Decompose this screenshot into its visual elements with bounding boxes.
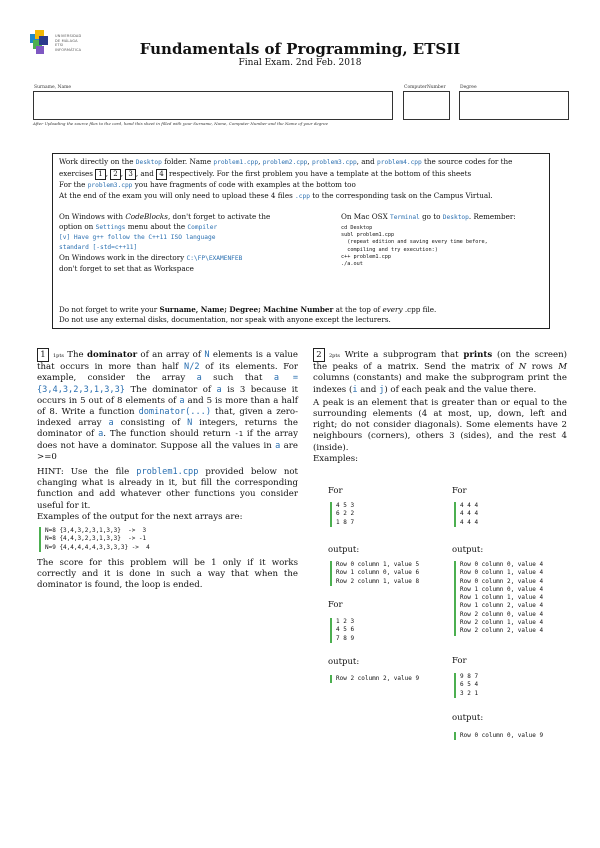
surname-name-label: Surname, Name <box>34 85 72 90</box>
instructions-line1: Work directly on the Desktop folder. Name problem1.cpp, problem2.cpp, problem3.cpp, and problem4.cpp the source codes for the <box>59 157 513 166</box>
instructions-box <box>52 153 550 329</box>
computer-number-label: ComputerNumber <box>404 85 446 90</box>
problem-number: 1 <box>37 348 49 362</box>
instructions-line4: At the end of the exam you will only need to upload these 4 files .cpp to the corresponding task on the Campus Virtual. <box>59 191 493 200</box>
problem-number: 2 <box>313 348 325 362</box>
page-subtitle: Final Exam. 2nd Feb. 2018 <box>238 58 362 68</box>
p2-ex4-matrix: 9 8 7 6 5 4 3 2 1 <box>454 673 478 698</box>
p2-ex3-matrix: 4 4 4 4 4 4 4 4 4 <box>454 502 478 527</box>
upload-note: After Uploading the source files to the card, hand this sheet in filled with your Surname, Name, Computer Number and the Name of your degree <box>33 121 328 126</box>
degree-field[interactable] <box>459 91 569 120</box>
problem1-examples: N=8 {3,4,3,2,3,1,3,3} -> 3 N=8 {4,4,3,2,3,1,3,3} -> -1 N=9 {4,4,4,4,4,3,3,3,3} -> 4 <box>39 527 298 552</box>
mac-code-block: cd Desktop subl problem1.cpp (repeat edition and saving every time before, compiling and try execution:) c++ problem1.cpp ./a.out <box>341 225 488 268</box>
logo-text: UNIVERSIDAD DE MÁLAGA ETSI INFORMÁTICA <box>55 34 82 52</box>
p2-ex1-for-label: For <box>328 486 343 496</box>
windows-instructions: On Windows with CodeBlocks, don't forget to activate the option on Settings menu about the Compiler [v] Have g++ follow the C++11 ISO language standard [-std=c++11] On Windows work in the directory C:\FP\EXAMENFEB don't forget to set that as Workspace <box>59 212 271 273</box>
problem-1: 1 1pts The dominator of an array of N elements is a value that occurs in more than half N/2 of its elements. For example, consider the array a such that a = {3,4,3,2,3,1,3,3} The dominator of a is 3 because it occurs in 5 out of 8 elements of a and 5 is more than a half of 8. Write a function dominator(...) that, given a zero-indexed array a consisting of N integers, returns the dominator of a. The function should return -1 if the array does not have a dominator. Suppose all the values in a are >=0 HINT: Use the file problem1.cpp provided below not changing what is already in it, but fill the corresponding function and add whatever other functions you consider useful for it. Examples of the output for the next arrays are: N=8 {3,4,3,2,3,1,3,3} -> 3 N=8 {4,4,3,2,3,1,3,3} -> -1 N=9 {4,4,4,4,4,3,3,3,3} -> 4 The score for this problem will be 1 only if it works correctly and it is done in such a way that when the dominator is found, the loop is ended. <box>37 350 298 591</box>
p2-ex2-output: Row 2 column 2, value 9 <box>330 675 419 683</box>
instructions-line2: exercises 1 , 2 , 3 , and 4 respectively. For the first problem you have a template at the bottom of this sheets <box>59 169 472 178</box>
mac-instructions: On Mac OSX Terminal go to Desktop. Remember: cd Desktop subl problem1.cpp (repeat edition and saving every time before, compiling and try execution:) c++ problem1.cpp ./a.out <box>341 212 546 268</box>
computer-number-field[interactable] <box>403 91 450 120</box>
p2-ex2-matrix: 1 2 3 4 5 6 7 8 9 <box>330 618 354 643</box>
p2-ex3-output-label: output: <box>452 545 484 555</box>
page-title: Fundamentals of Programming, ETSII <box>139 40 461 58</box>
p2-ex1-output: Row 0 column 1, value 5 Row 1 column 0, value 6 Row 2 column 1, value 8 <box>330 561 419 586</box>
instructions-footer: Do not forget to write your Surname, Name; Degree; Machine Number at the top of every .cpp file. Do not use any external disks, documentation, nor speak with anyone except the lecturers. <box>59 305 437 324</box>
problem-2: 2 2pts Write a subprogram that prints (on the screen) the peaks of a matrix. Send the matrix of N rows M columns (constants) and make the subprogram print the indexes (i and j) of each peak and the value there. A peak is an element that is greater than or equal to the surrounding elements (4 at most, up, down, left and right; do not consider diagonals). Some elements have 2 neighbours (corners), others 3 (sides), and the rest 4 (inside). Examples: <box>313 350 567 464</box>
p2-ex4-output: Row 0 column 0, value 9 <box>454 732 543 740</box>
p2-ex3-output: Row 0 column 0, value 4 Row 0 column 1, value 4 Row 0 column 2, value 4 Row 1 column 0, value 4 Row 1 column 1, value 4 Row 1 column 2, value 4 Row 2 column 0, value 4 Row 2 column 1, value 4 Row 2 column 2, value 4 <box>454 561 543 636</box>
p2-ex4-output-label: output: <box>452 713 484 723</box>
p2-ex2-output-label: output: <box>328 657 360 667</box>
surname-name-field[interactable] <box>33 91 393 120</box>
p2-ex3-for-label: For <box>452 486 467 496</box>
degree-label: Degree <box>460 85 477 90</box>
instructions-line3: For the problem3.cpp you have fragments of code with examples at the bottom too <box>59 180 356 189</box>
p2-ex1-output-label: output: <box>328 545 360 555</box>
p2-ex4-for-label: For <box>452 656 467 666</box>
p2-ex2-for-label: For <box>328 600 343 610</box>
p2-ex1-matrix: 4 5 3 6 2 2 1 8 7 <box>330 502 354 527</box>
